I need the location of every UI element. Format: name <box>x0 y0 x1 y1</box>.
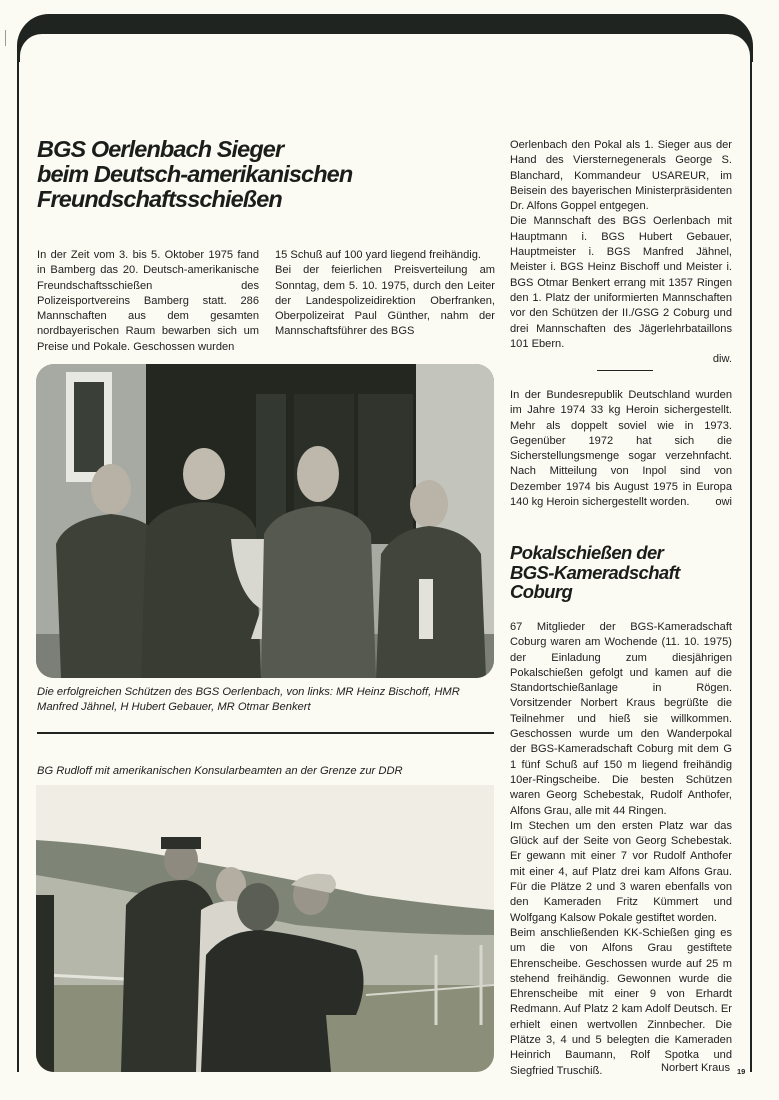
paragraph: In der Zeit vom 3. bis 5. Oktober 1975 fand in Bamberg das 20. Deutsch-amerikanische Freundschaftsschießen des Polizeisportvereins Bamberg statt. 286 Mannschaften aus dem gesamten nordbayerischen Raum bewarben sich um Preise und Pokale. Geschossen wurden <box>37 249 259 353</box>
margin-mark <box>5 30 6 46</box>
author-signature: Norbert Kraus <box>660 1062 730 1074</box>
paragraph: Die Mannschaft des BGS Oerlenbach mit Hauptmann i. BGS Hubert Gebauer, Hauptmeister i. BGS Manfred Jähnel, Meister i. BGS Heinz Bischoff und Meister i. BGS Otmar Benkert errang mit 1357 Ringen den 1. Platz der uniformierten Mannschaften vor den Schützen der II./GSG 2 Coburg und drei Mannschaften des Jägerlehrbataillons 101 Ebern. <box>510 215 732 350</box>
page-frame-inner <box>20 34 750 94</box>
headline-line-3: Freundschaftsschießen <box>37 186 282 212</box>
horizontal-rule <box>37 732 494 734</box>
headline-line-3: Coburg <box>510 581 573 602</box>
page-number: 19 <box>737 1067 746 1076</box>
article-2-body <box>510 620 732 1079</box>
page-frame-left <box>17 50 19 1072</box>
author-signature: diw. <box>712 353 732 366</box>
photo-caption: BG Rudloff mit amerikanischen Konsularbeamten an der Grenze zur DDR <box>37 765 403 777</box>
headline-line-1: Pokalschießen der <box>510 542 664 563</box>
headline-line-1: BGS Oerlenbach Sieger <box>37 136 284 162</box>
section-divider <box>597 370 653 371</box>
article-2-headline <box>510 543 740 602</box>
border-photo <box>36 785 494 1072</box>
author-signature: owi <box>715 496 732 509</box>
headline-line-2: beim Deutsch-amerikanischen <box>37 161 353 187</box>
article-headline <box>37 137 497 212</box>
border-photo-image <box>36 785 494 1072</box>
news-brief <box>510 388 732 510</box>
photo-caption: Die erfolgreichen Schützen des BGS Oerlenbach, von links: MR Heinz Bischoff, HMR Manfred Jähnel, H Hubert Gebauer, MR Otmar Benkert <box>37 686 460 713</box>
article-column-1 <box>37 248 259 355</box>
paragraph: Oerlenbach den Pokal als 1. Sieger aus der Hand des Viersternegenerals George S. Blanchard, Kommandeur USAREUR, im Beisein des bayerischen Ministerpräsidenten Dr. Alfons Goppel entgegen. <box>510 139 732 213</box>
article-column-2 <box>275 248 495 340</box>
paragraph: Beim anschließenden KK-Schießen ging es um die von Alfons Grau gestiftete Ehrenscheibe. Geschossen wurde auf 25 m stehend freihändig. Gewonnen wurde die Ehrenscheibe mit einer 9 von Erhardt Redmann. Auf Platz 2 kam Adolf Deutsch. Er erhielt einen wertvollen Zinnbecher. Die Plätze 3, 4 und 5 belegten die Kameraden Heinrich Baumann, Rolf Spotka und Siegfried Truschiß. <box>510 926 732 1077</box>
paragraph: Im Stechen um den ersten Platz war das Glück auf der Seite von Georg Schebestak. Er gewann mit einer 7 vor Rudolf Anthofer mit einer 4, auf Platz drei kam Alfons Grau. Für die Plätze 2 und 3 waren ebenfalls von den Kameraden Fritz Kümmert und Wolfgang Kalsow Pokale gestiftet worden. <box>510 819 732 924</box>
page-frame-right <box>750 50 752 1072</box>
headline-line-2: BGS-Kameradschaft <box>510 561 680 583</box>
article-column-3 <box>510 138 732 367</box>
team-photo-image <box>36 364 494 678</box>
team-photo <box>36 364 494 678</box>
paragraph: In der Bundesrepublik Deutschland wurden im Jahre 1974 33 kg Heroin sichergestellt. Mehr als doppelt soviel wie in 1973. Gegenüber 1972 hat sich die Sicherstellungsmenge sogar verzehnfacht. Nach Mitteilung von Inpol sind von Dezember 1974 bis August 1975 in Europa 140 kg Heroin sichergestellt worden. <box>510 389 732 509</box>
paragraph: 15 Schuß auf 100 yard liegend freihändig. <box>275 249 481 261</box>
paragraph: Bei der feierlichen Preisverteilung am Sonntag, dem 5. 10. 1975, durch den Leiter der Landespolizeidirektion Oberfranken, Oberpolizeirat Paul Günther, nahm der Mannschaftsführer des BGS <box>275 264 495 338</box>
paragraph: 67 Mitglieder der BGS-Kameradschaft Coburg waren am Wochende (11. 10. 1975) der Einladung zum diesjährigen Pokalschießen gefolgt und kamen auf die Standortschießanlage in Rögen. Vorsitzender Norbert Kraus begrüßte die Teilnehmer und hieß sie willkommen. Geschossen wurde um den Wanderpokal der BGS-Kameradschaft Coburg mit dem G 1 fünf Schuß auf 150 m liegend freihändig 10er-Ringscheibe. Die besten Schützen waren Georg Schebestak, Rudolf Anthofer, Alfons Grau, alle mit 44 Ringen. <box>510 621 732 817</box>
